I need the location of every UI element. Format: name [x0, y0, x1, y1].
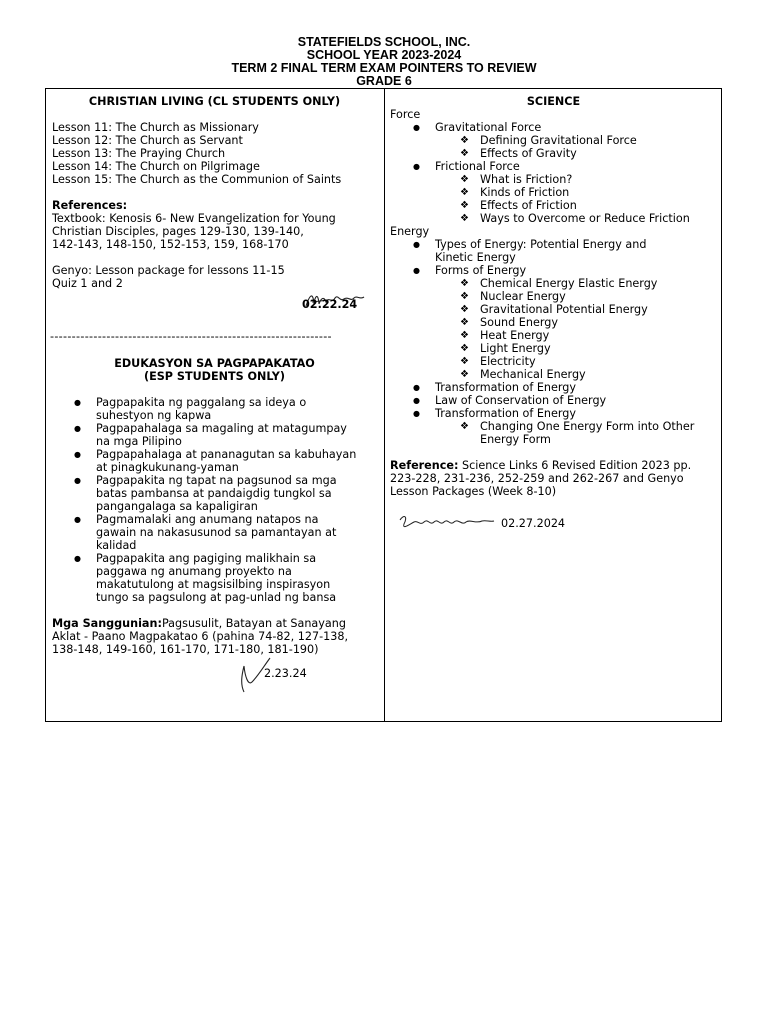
- forms-of-energy-item: ● Forms of Energy: [390, 264, 717, 277]
- science-signature: [396, 512, 496, 534]
- esp-item: ● Pagpapakita ang pagiging malikhain sa paggawa ng anumang proyekto na makatutulong at magsisilbing inspirasyon tungo sa pagsulong at pag-unlad ng bansa: [52, 552, 377, 604]
- section-divider: -----------------------------------------------------------------: [50, 330, 332, 343]
- transformation-item: ● Transformation of Energy: [390, 381, 717, 394]
- cl-lesson: Lesson 14: The Church on Pilgrimage: [52, 160, 260, 173]
- force-list: [390, 121, 717, 225]
- sub-item: ❖ What is Friction?: [390, 173, 717, 186]
- cl-lesson: Lesson 15: The Church as the Communion of Saints: [52, 173, 342, 186]
- energy-list: [390, 238, 717, 446]
- esp-sources-text: Aklat - Paano Magpakatao 6 (pahina 74-82, 127-138,: [52, 630, 349, 643]
- sub-item: ❖ Kinds of Friction: [390, 186, 717, 199]
- science-reference-label: Reference:: [390, 459, 459, 472]
- esp-sign-date: 2.23.24: [264, 667, 307, 680]
- cl-sign-date: 02.22.24: [302, 298, 358, 311]
- cl-lesson: Lesson 11: The Church as Missionary: [52, 121, 259, 134]
- sub-item: ❖ Nuclear Energy: [390, 290, 717, 303]
- sub-item: ❖ Heat Energy: [390, 329, 717, 342]
- document-title: TERM 2 FINAL TERM EXAM POINTERS TO REVIEW: [231, 61, 537, 75]
- sub-item: ❖ Chemical Energy Elastic Energy: [390, 277, 717, 290]
- esp-list: [52, 396, 377, 604]
- sub-item: ❖ Sound Energy: [390, 316, 717, 329]
- sub-item: ❖ Effects of Gravity: [390, 147, 717, 160]
- gravitational-force-item: ● Gravitational Force: [390, 121, 717, 134]
- esp-sources-label: Mga Sanggunian:: [52, 617, 162, 630]
- pointers-table: [45, 88, 722, 722]
- left-column: [46, 89, 385, 721]
- school-year: SCHOOL YEAR 2023-2024: [306, 48, 462, 62]
- esp-item: ● Pagpapakita ng tapat na pagsunod sa mga batas pambansa at pandaigdig tungkol sa pangangalaga sa kapaligiran: [52, 474, 377, 513]
- esp-item: ● Pagpapahalaga sa magaling at matagumpay na mga Pilipino: [52, 422, 377, 448]
- esp-sources-text: 138-148, 149-160, 161-170, 171-180, 181-190): [52, 643, 319, 656]
- science-title: SCIENCE: [526, 95, 581, 108]
- cl-lesson: Lesson 13: The Praying Church: [52, 147, 226, 160]
- sub-item: ❖ Effects of Friction: [390, 199, 717, 212]
- sub-item: ❖ Mechanical Energy: [390, 368, 717, 381]
- energy-heading: Energy: [390, 225, 430, 238]
- esp-item: ● Pagpapakita ng paggalang sa ideya o suhestyon ng kapwa: [52, 396, 377, 422]
- cl-textbook-line: Textbook: Kenosis 6- New Evangelization for Young: [52, 212, 336, 225]
- esp-title-line1: EDUKASYON SA PAGPAPAKATAO: [114, 357, 315, 370]
- right-column: [385, 89, 721, 721]
- science-reference: Reference: Science Links 6 Revised Edition 2023 pp. 223-228, 231-236, 252-259 and 262-267 and Genyo Lesson Packages (Week 8-10): [390, 459, 692, 498]
- frictional-force-item: ● Frictional Force: [390, 160, 717, 173]
- esp-item: ● Pagmamalaki ang anumang natapos na gawain na nakasusunod sa pamantayan at kalidad: [52, 513, 377, 552]
- science-sign-date: 02.27.2024: [501, 517, 566, 530]
- sub-item: ❖ Ways to Overcome or Reduce Friction: [390, 212, 717, 225]
- cl-textbook-line: Christian Disciples, pages 129-130, 139-140,: [52, 225, 304, 238]
- school-name: STATEFIELDS SCHOOL, INC.: [297, 35, 471, 49]
- sub-item: ❖ Defining Gravitational Force: [390, 134, 717, 147]
- cl-references-label: References:: [52, 199, 128, 212]
- cl-genyo-line: Genyo: Lesson package for lessons 11-15: [52, 264, 285, 277]
- transformation-item: ● Transformation of Energy: [390, 407, 717, 420]
- sub-item: ❖ Gravitational Potential Energy: [390, 303, 717, 316]
- cl-title: CHRISTIAN LIVING (CL STUDENTS ONLY): [88, 95, 341, 108]
- cl-genyo-line: Quiz 1 and 2: [52, 277, 123, 290]
- cl-lesson: Lesson 12: The Church as Servant: [52, 134, 243, 147]
- esp-item: ● Pagpapahalaga at pananagutan sa kabuhayan at pinagkukunang-yaman: [52, 448, 377, 474]
- force-heading: Force: [390, 108, 421, 121]
- cl-textbook-line: 142-143, 148-150, 152-153, 159, 168-170: [52, 238, 289, 251]
- conservation-item: ● Law of Conservation of Energy: [390, 394, 717, 407]
- grade-level: GRADE 6: [356, 74, 412, 88]
- sub-item: ❖ Light Energy: [390, 342, 717, 355]
- esp-sources: [52, 617, 377, 656]
- sub-item: ❖ Electricity: [390, 355, 717, 368]
- document-header: [0, 36, 768, 88]
- sub-item: ❖ Changing One Energy Form into Other Energy Form: [390, 420, 717, 446]
- cl-lessons: [52, 121, 377, 186]
- esp-sources-text: Pagsusulit, Batayan at Sanayang: [161, 617, 346, 630]
- esp-title-line2: (ESP STUDENTS ONLY): [143, 370, 286, 383]
- types-of-energy-item: ● Types of Energy: Potential Energy and Kinetic Energy: [390, 238, 717, 264]
